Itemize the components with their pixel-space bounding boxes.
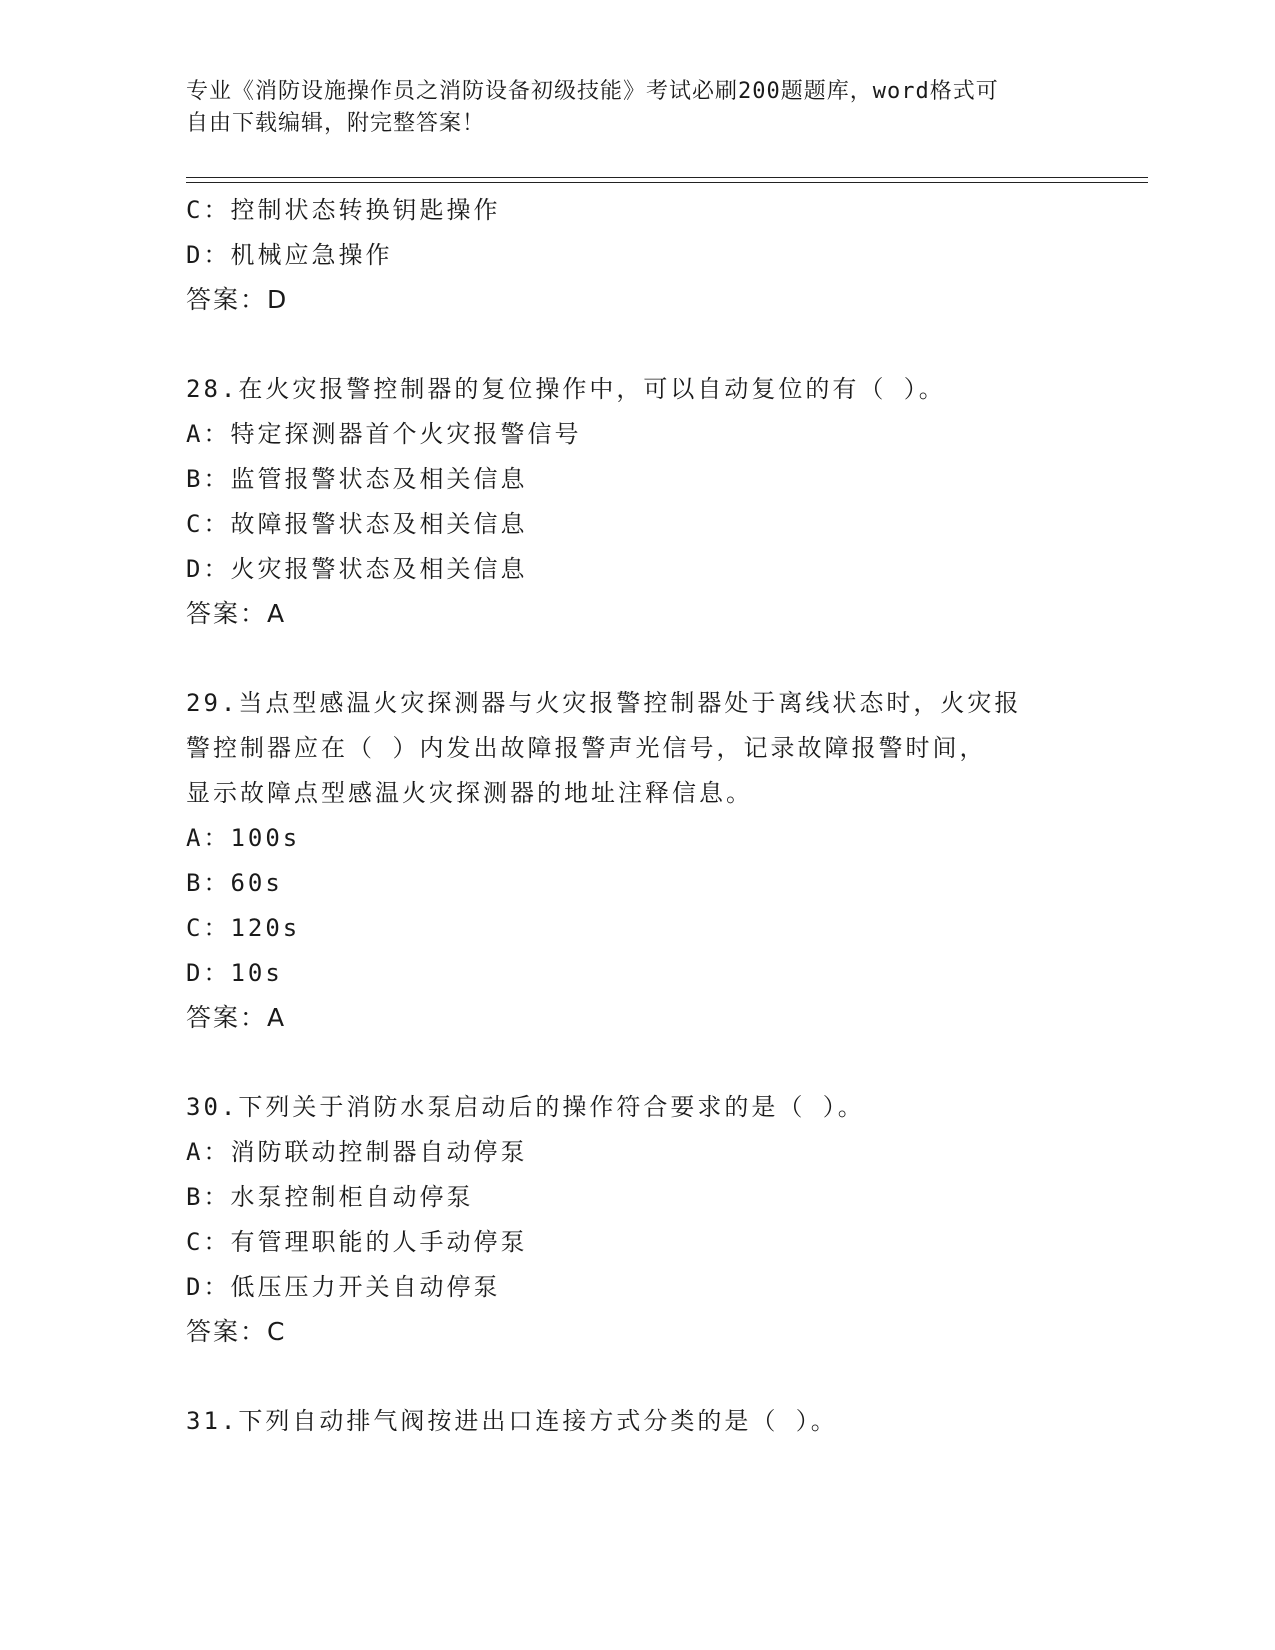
q29-stem-line-3: 显示故障点型感温火灾探测器的地址注释信息。	[186, 779, 753, 807]
q29-stem-line-1: 29.当点型感温火灾探测器与火灾报警控制器处于离线状态时，火灾报	[186, 689, 1022, 717]
q30-stem: 30.下列关于消防水泵启动后的操作符合要求的是（ ）。	[186, 1093, 865, 1121]
q29-answer: 答案：A	[186, 1003, 287, 1032]
header-line-1: 专业《消防设施操作员之消防设备初级技能》考试必刷200题题库，word格式可	[186, 79, 999, 104]
q28-option-c: C：故障报警状态及相关信息	[186, 510, 528, 538]
q27-answer: 答案：D	[186, 285, 289, 314]
q28-option-d: D：火灾报警状态及相关信息	[186, 555, 528, 583]
q29-option-a: A：100s	[186, 824, 301, 852]
q30-option-b: B：水泵控制柜自动停泵	[186, 1183, 474, 1211]
q30-answer: 答案：C	[186, 1317, 287, 1346]
q29-stem-line-2: 警控制器应在（ ）内发出故障报警声光信号，记录故障报警时间，	[186, 734, 987, 762]
q31-stem: 31.下列自动排气阀按进出口连接方式分类的是（ ）。	[186, 1407, 838, 1435]
header-divider-bottom	[186, 182, 1148, 183]
q28-stem: 28.在火灾报警控制器的复位操作中，可以自动复位的有（ ）。	[186, 375, 946, 403]
q27-option-c: C：控制状态转换钥匙操作	[186, 196, 501, 224]
q27-option-d: D：机械应急操作	[186, 241, 393, 269]
q28-answer: 答案：A	[186, 599, 287, 628]
q30-option-d: D：低压压力开关自动停泵	[186, 1273, 501, 1301]
q29-option-c: C：120s	[186, 914, 301, 942]
q29-option-d: D：10s	[186, 959, 283, 987]
document-header	[186, 76, 1086, 140]
q28-option-a: A：特定探测器首个火灾报警信号	[186, 420, 582, 448]
q28-option-b: B：监管报警状态及相关信息	[186, 465, 528, 493]
q29-option-b: B：60s	[186, 869, 283, 897]
header-line-2: 自由下载编辑，附完整答案！	[186, 111, 486, 136]
q30-option-c: C：有管理职能的人手动停泵	[186, 1228, 528, 1256]
header-divider-top	[186, 177, 1148, 178]
q30-option-a: A：消防联动控制器自动停泵	[186, 1138, 528, 1166]
